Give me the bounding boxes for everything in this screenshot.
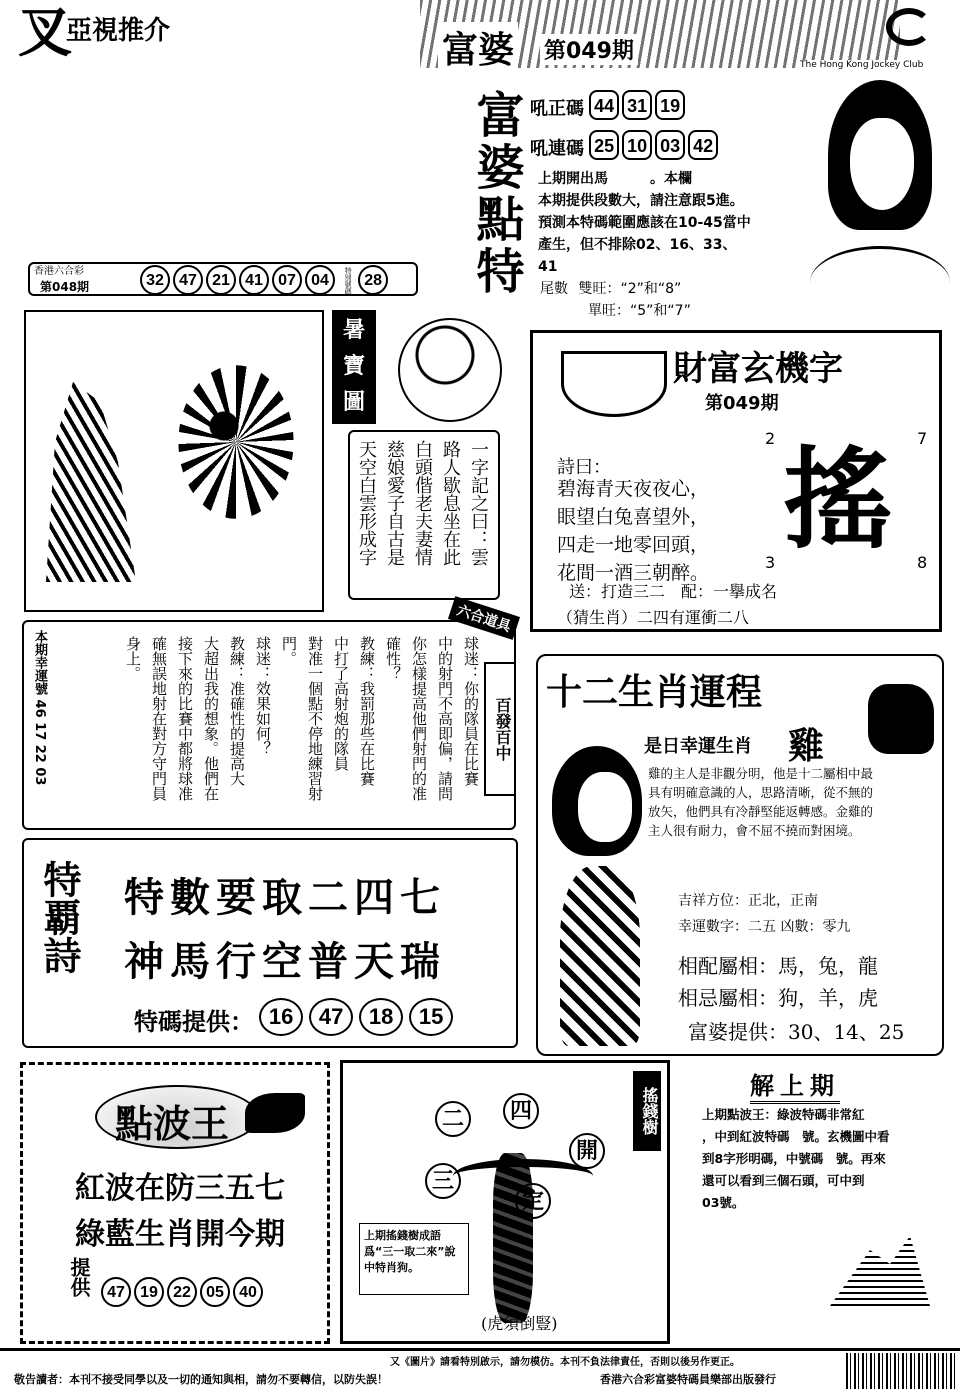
- fist-icon: [868, 684, 934, 754]
- tree-circle: 二: [435, 1101, 471, 1137]
- phoenix-bird: [176, 362, 296, 522]
- poem-line: 碧海青天夜夜心，: [557, 478, 710, 500]
- prev-special-num: 28: [358, 265, 388, 295]
- poem-title: 詩曰：: [557, 457, 611, 478]
- caifu-issue: 第049期: [705, 393, 779, 414]
- side-label: 百發百中: [484, 662, 516, 796]
- jie-panel: [700, 1066, 940, 1326]
- riddle-title-char: 圖: [342, 389, 365, 415]
- desc-line: 雞的主人是非觀分明，他是十二屬相中最: [648, 766, 874, 781]
- caifu-line2: （猜生肖）二四有運衝二八: [557, 608, 750, 627]
- tail-single: 單旺：“5”和“7”: [588, 303, 691, 319]
- interview-col: 中打了高射炮的隊員: [332, 636, 350, 771]
- fupo-note: 上期開出馬 。本欄: [538, 171, 692, 187]
- prev-label-top: 香港六合彩: [34, 266, 84, 277]
- tree-caption: (虎須倒豎): [481, 1314, 558, 1333]
- riddle-scroll: [348, 430, 500, 600]
- shoulder-shape: [810, 246, 950, 319]
- dianbo-num: 22: [167, 1277, 197, 1307]
- scroll-col: 白頭偕老夫妻情: [412, 440, 433, 566]
- special-tag: 特別號碼: [344, 266, 353, 295]
- jie-title: 解上期: [750, 1066, 840, 1104]
- scroll-col: 路人歇息坐在此: [440, 440, 461, 566]
- zodiac-desc: [648, 764, 938, 840]
- tree-circle: 定: [515, 1183, 551, 1219]
- prev-num: 04: [305, 265, 335, 295]
- match-zodiac: 相配屬相：馬，兔，龍: [678, 954, 878, 978]
- zheng-label: 吼正碼: [530, 98, 584, 120]
- dianbo-provide-label: 提供: [67, 1257, 91, 1297]
- interview-tag: 六合道具: [448, 596, 520, 640]
- lucky-note: 本期幸運號 46 17 22 03: [32, 630, 47, 786]
- footer-line2: 敬告讀者：本刊不接受同學以及一切的通知與相，請勿不要轉信，以防失誤！: [14, 1373, 388, 1386]
- corner-num: 7: [917, 429, 928, 448]
- prev-num: 07: [272, 265, 302, 295]
- zheng-num: 31: [622, 90, 652, 120]
- barcode: [846, 1353, 956, 1389]
- fupo-note: 41: [538, 259, 558, 275]
- tail-double: 雙旺：“2”和“8”: [578, 281, 682, 297]
- dianbo-num: 19: [134, 1277, 164, 1307]
- fupo-provide: 富婆提供：30、14、25: [688, 1020, 905, 1044]
- fupo-heading: 富婆點特: [468, 90, 524, 298]
- tezhao-num: 47: [309, 998, 353, 1036]
- tail-label: 尾數: [540, 281, 568, 297]
- face-shape: [848, 116, 916, 212]
- issue-number: 第049期: [540, 34, 638, 65]
- woman-figure: [546, 746, 656, 1046]
- corner-num: 3: [765, 553, 776, 572]
- interview-col: 確無誤地射在對方守門員: [150, 636, 168, 801]
- interview-col: 教練：我罰那些在比賽: [358, 636, 376, 786]
- interview-col: 確性？: [384, 636, 402, 681]
- corner-num: 8: [917, 553, 928, 572]
- zheng-num: 19: [655, 90, 685, 120]
- zodiac-title: 十二生肖運程: [546, 671, 763, 713]
- figure-face: [576, 770, 634, 844]
- interview-col: 門。: [280, 636, 298, 666]
- poem-line: 眼望白兔喜望外，: [557, 506, 710, 528]
- dianbo-line2: 綠藍生肖開今期: [75, 1217, 285, 1252]
- prev-label: 第048期: [40, 280, 90, 294]
- desc-line: 放矢，他們具有冷靜堅能返轉感。金雞的: [648, 804, 874, 819]
- mountain-icon: [830, 1236, 930, 1306]
- dianbo-line1: 紅波在防三五七: [75, 1171, 285, 1206]
- dianbo-num: 40: [233, 1277, 263, 1307]
- poem-line: 四走一地零回頭，: [557, 534, 710, 556]
- prev-draw-bar: [28, 262, 418, 296]
- riddle-picture: [24, 310, 324, 612]
- jockey-club-name: The Hong Kong Jockey Club: [800, 60, 924, 70]
- scroll-col: 一字記之曰：雲: [468, 440, 489, 566]
- interview-col: 大超出我的想象。他們在: [202, 636, 220, 801]
- prev-num: 21: [206, 265, 236, 295]
- big-char: 搖: [783, 435, 893, 564]
- lucky-label: 是日幸運生肖: [644, 736, 752, 757]
- lucky-direction: 吉祥方位：正北，正南: [678, 893, 818, 909]
- dianbo-num: 47: [101, 1277, 131, 1307]
- rock-cliff: [46, 382, 136, 582]
- fupo-note: 預測本特碼範圍應該在10-45當中: [538, 215, 751, 231]
- lian-label: 吼連碼: [530, 138, 584, 160]
- tezhao-side-title: 特覇詩: [37, 860, 82, 974]
- tezhao-line2: 神馬行空普天瑞: [124, 938, 446, 985]
- jie-text: [702, 1104, 938, 1214]
- interview-panel: [22, 620, 516, 830]
- interview-col: 中的射門不高即偏，請問: [436, 636, 454, 801]
- tezhao-line1: 特數要取二四七: [124, 874, 446, 921]
- footer: [0, 1348, 960, 1391]
- fupo-panel: [530, 90, 830, 170]
- interview-text: [104, 636, 484, 826]
- tezhao-panel: [22, 838, 518, 1048]
- interview-col: 你怎樣提高他們射門的准: [410, 636, 428, 801]
- lian-num: 42: [688, 130, 718, 160]
- riddle-title-char: 寶: [342, 353, 365, 379]
- interview-col: 球迷：你的隊員在比賽: [462, 636, 480, 786]
- interview-col: 身上。: [124, 636, 142, 681]
- lucky-zodiac: 雞: [788, 725, 825, 767]
- caifu-line1: 送：打造三二 配：一擧成名: [569, 582, 778, 601]
- dianbo-num: 05: [200, 1277, 230, 1307]
- tezhao-num: 16: [259, 998, 303, 1036]
- tail-numbers: [540, 278, 691, 322]
- tezhao-num: 15: [409, 998, 453, 1036]
- dianbo-numbers: [101, 1277, 266, 1307]
- footer-line1: 又《圖片》請看特別啟示，請勿模仿。本刊不負法律責任，否則以後另作更正。: [390, 1357, 740, 1368]
- interview-col: 接下來的比賽中都將球准: [176, 636, 194, 801]
- scroll-text: [352, 440, 492, 598]
- desc-line: 主人很有耐力，會不屈不撓而對困境。: [648, 823, 861, 838]
- dianbo-panel: [20, 1062, 330, 1344]
- tezhao-num: 18: [359, 998, 403, 1036]
- jie-line: 還可以看到三個石頭，可中到: [702, 1173, 865, 1188]
- eagle-icon: [245, 1093, 305, 1133]
- scroll-col: 天空白雲形成字: [356, 440, 377, 566]
- lian-row: [530, 130, 830, 170]
- poem: [557, 475, 709, 587]
- footer-line3: 香港六合彩富婆特碼員樂部出版發行: [600, 1373, 776, 1386]
- prev-numbers: [140, 265, 391, 295]
- scroll-col: 慈娘愛子自古是: [384, 440, 405, 566]
- lian-num: 03: [655, 130, 685, 160]
- tree-circle: 開: [569, 1133, 605, 1169]
- corner-num: 2: [765, 429, 776, 448]
- fupo-notes: [538, 168, 818, 278]
- brand-name: 亞視推介: [66, 16, 171, 46]
- tree-panel: [340, 1060, 670, 1344]
- zheng-row: [530, 90, 830, 130]
- tree-title: 搖錢樹: [633, 1071, 661, 1151]
- caifu-title: 財富玄機字: [673, 349, 843, 389]
- jockey-club-logo: [886, 8, 932, 46]
- lian-num: 10: [622, 130, 652, 160]
- woman-portrait: [810, 76, 950, 316]
- cherub-icon: [398, 318, 502, 422]
- zheng-num: 44: [589, 90, 619, 120]
- riddle-title-box: [332, 310, 376, 424]
- poem-line: 花間一酒三朝醉。: [557, 562, 710, 584]
- interview-col: 對准一個點不停地練習射: [306, 636, 324, 801]
- tree-note-box: [359, 1223, 469, 1295]
- jie-line: 03號。: [702, 1195, 745, 1210]
- tree-circle: 四: [503, 1093, 539, 1129]
- jie-line: ，中到紅波特碼 號。玄機圖中看: [702, 1129, 890, 1144]
- figure-dress: [560, 866, 640, 1046]
- lucky-numbers: 幸運數字：二五 凶數：零九: [678, 919, 851, 935]
- tree-note: 上期搖錢樹成語爲“三一取二來”說中特肖狗。: [364, 1229, 456, 1274]
- zodiac-panel: [536, 654, 944, 1056]
- prev-num: 47: [173, 265, 203, 295]
- avoid-zodiac: 相忌屬相：狗，羊，虎: [678, 986, 878, 1010]
- caifu-panel: [530, 330, 942, 632]
- tree-circle: 三: [425, 1163, 461, 1199]
- masthead: [0, 0, 960, 80]
- tezhao-provide: [134, 998, 459, 1037]
- prev-num: 41: [239, 265, 269, 295]
- interview-col: 教練：准確性的提高大: [228, 636, 246, 786]
- jie-line: 上期點波王：綠波特碼非常紅: [702, 1107, 865, 1122]
- brand-logo: 叉: [18, 0, 72, 64]
- tezhao-provide-label: 特碼提供：: [134, 1008, 254, 1036]
- fupo-note: 產生，但不排除02、16、33、: [538, 237, 737, 253]
- riddle-title-char: 暑: [342, 317, 365, 343]
- desc-line: 具有明確意識的人，思路清晰，從不無的: [648, 785, 874, 800]
- fupo-note: 本期提供段數大，請注意跟5進。: [538, 193, 744, 209]
- dianbo-title: 點波王: [115, 1101, 230, 1146]
- jie-line: 到8字形明碼，中號碼 號。再來: [702, 1151, 886, 1166]
- interview-col: 球迷：效果如何？: [254, 636, 272, 756]
- lian-num: 25: [589, 130, 619, 160]
- prev-num: 32: [140, 265, 170, 295]
- masthead-title: 富婆: [438, 22, 518, 73]
- teacup-icon: [561, 351, 667, 417]
